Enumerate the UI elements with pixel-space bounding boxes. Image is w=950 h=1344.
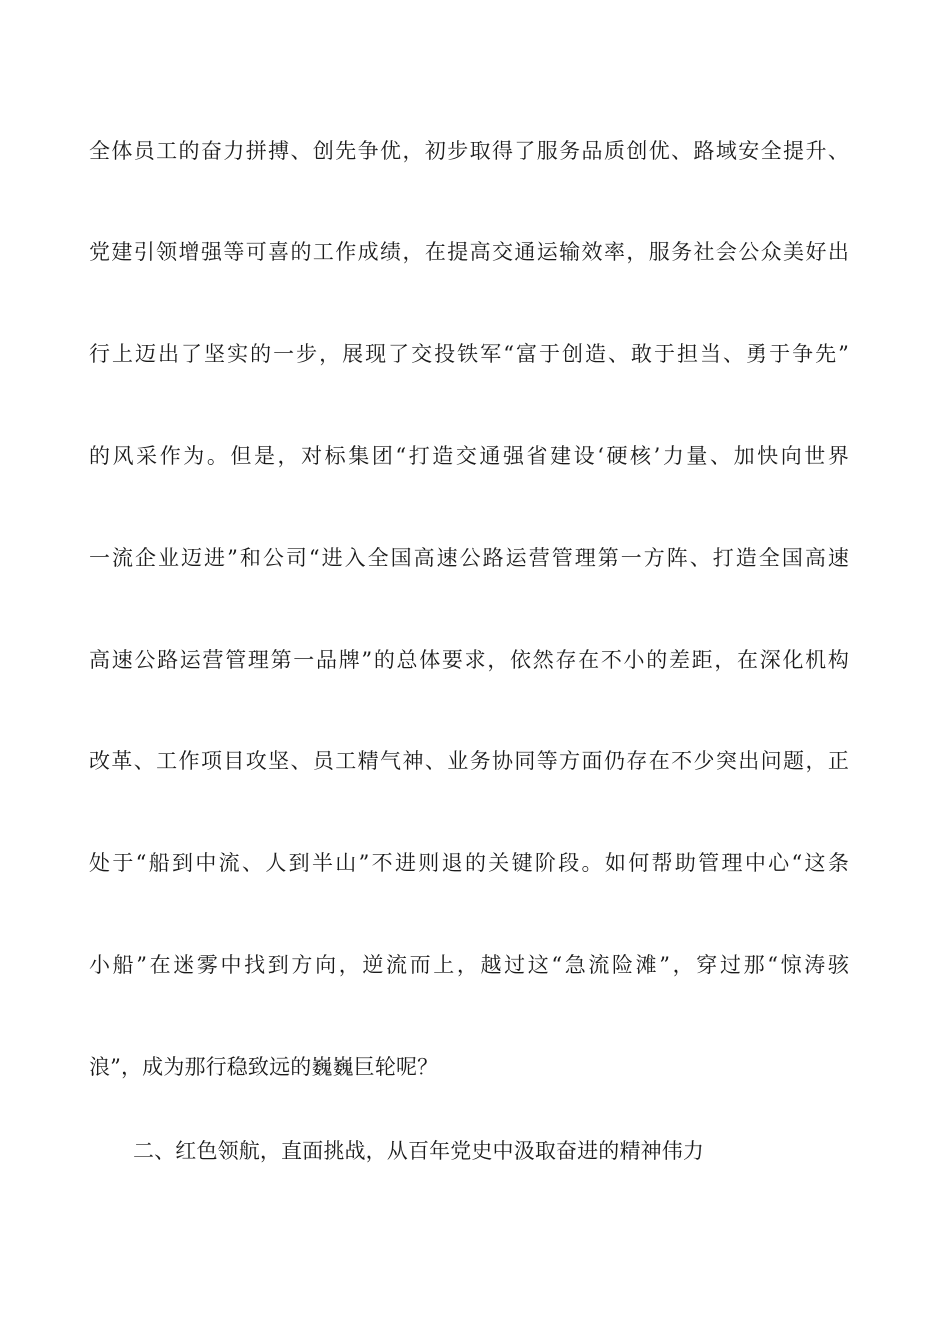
paragraph-line: 处于“船到中流、人到半山”不进则退的关键阶段。如何帮助管理中心“这条 [89, 851, 849, 875]
paragraph-line: 全体员工的奋力拼搏、创先争优，初步取得了服务品质创优、路域安全提升、 [89, 139, 849, 163]
section-heading: 二、红色领航，直面挑战，从百年党史中汲取奋进的精神伟力 [133, 1139, 705, 1163]
paragraph-line: 小船”在迷雾中找到方向，逆流而上，越过这“急流险滩”，穿过那“惊涛骇 [89, 953, 849, 977]
paragraph-line: 改革、工作项目攻坚、员工精气神、业务协同等方面仍存在不少突出问题，正 [89, 749, 849, 773]
paragraph-line: 高速公路运营管理第一品牌”的总体要求，依然存在不小的差距，在深化机构 [89, 648, 849, 672]
paragraph-line: 的风采作为。但是，对标集团“打造交通强省建设‘硬核’力量、加快向世界 [89, 444, 849, 468]
paragraph-line: 行上迈出了坚实的一步，展现了交投铁军“富于创造、敢于担当、勇于争先” [89, 342, 849, 366]
paragraph-line: 一流企业迈进”和公司“进入全国高速公路运营管理第一方阵、打造全国高速 [89, 546, 849, 570]
paragraph-line: 党建引领增强等可喜的工作成绩，在提高交通运输效率，服务社会公众美好出 [89, 240, 849, 264]
paragraph-last-line: 浪”，成为那行稳致远的巍巍巨轮呢？ [89, 1055, 439, 1079]
